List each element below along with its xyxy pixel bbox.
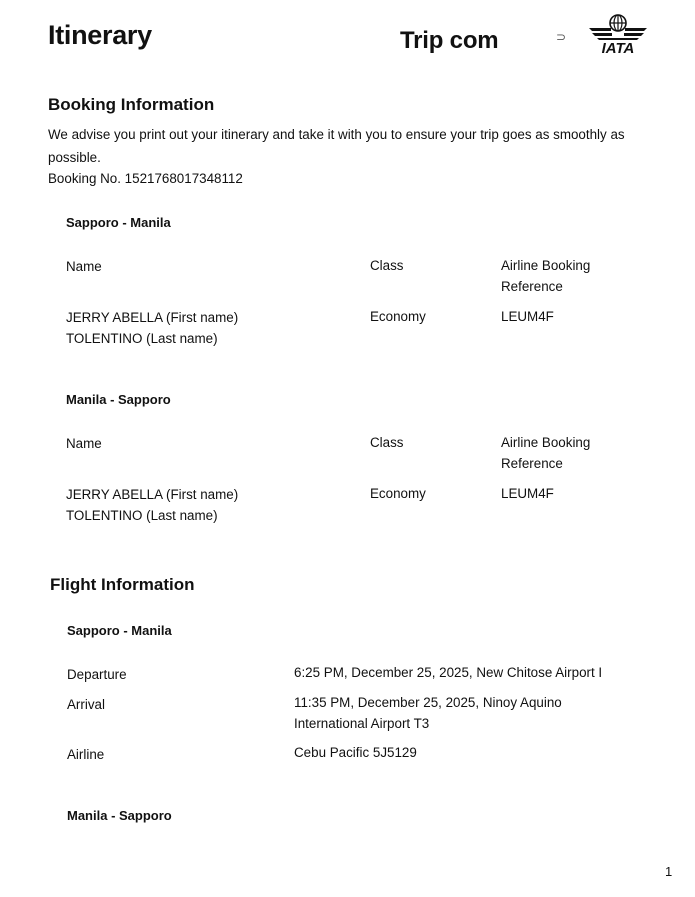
flight-route-2: Manila - Sapporo bbox=[67, 808, 172, 823]
passenger-route-2: Manila - Sapporo bbox=[66, 392, 171, 407]
page-number: 1 bbox=[665, 864, 673, 879]
airline-label: Airline bbox=[67, 747, 105, 762]
passenger-class: Economy bbox=[370, 309, 426, 324]
col-class-label: Class bbox=[370, 435, 404, 450]
col-reference-label: Airline Booking Reference bbox=[501, 435, 591, 471]
arrival-value: 11:35 PM, December 25, 2025, Ninoy Aquino International Airport T3 bbox=[294, 695, 562, 731]
booking-advice: We advise you print out your itinerary and take it with you to ensure your trip goes as smoothly as possible. bbox=[48, 127, 625, 165]
col-reference-label: Airline Booking Reference bbox=[501, 258, 591, 294]
departure-label: Departure bbox=[67, 667, 127, 682]
page-title: Itinerary bbox=[48, 20, 152, 50]
booking-reference: LEUM4F bbox=[501, 309, 554, 324]
col-name-label: Name bbox=[66, 436, 102, 451]
passenger-class: Economy bbox=[370, 486, 426, 501]
departure-value: 6:25 PM, December 25, 2025, New Chitose Airport I bbox=[294, 665, 603, 680]
iata-logo-text: IATA bbox=[601, 40, 635, 55]
booking-number: Booking No. 1521768017348112 bbox=[48, 171, 243, 186]
booking-reference: LEUM4F bbox=[501, 486, 554, 501]
passenger-name: JERRY ABELLA (First name) TOLENTINO (Last name) bbox=[66, 310, 239, 346]
flight-heading: Flight Information bbox=[50, 575, 195, 594]
passenger-name: JERRY ABELLA (First name) TOLENTINO (Last name) bbox=[66, 487, 239, 523]
brand-mark: ⊃ bbox=[556, 30, 567, 44]
arrival-label: Arrival bbox=[67, 697, 105, 712]
iata-logo-icon bbox=[587, 13, 649, 55]
passenger-route-1: Sapporo - Manila bbox=[66, 215, 171, 230]
col-name-label: Name bbox=[66, 259, 102, 274]
airline-value: Cebu Pacific 5J5129 bbox=[294, 745, 417, 760]
booking-heading: Booking Information bbox=[48, 95, 215, 114]
col-class-label: Class bbox=[370, 258, 404, 273]
brand-name: Trip com bbox=[400, 27, 499, 54]
flight-route-1: Sapporo - Manila bbox=[67, 623, 172, 638]
